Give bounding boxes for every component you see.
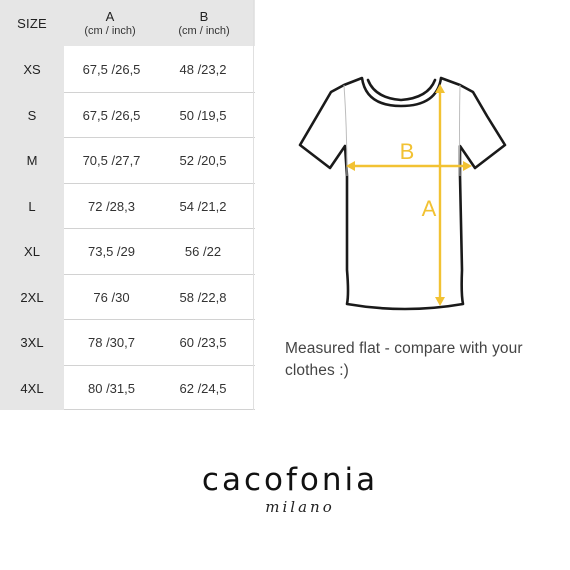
size-header: SIZE bbox=[17, 15, 47, 31]
size-label: XS bbox=[23, 61, 41, 77]
size-label: M bbox=[26, 152, 38, 168]
measure-b: 50 /19,5 bbox=[179, 107, 227, 123]
column-a-unit: (cm / inch) bbox=[84, 25, 136, 38]
tshirt-outline bbox=[300, 78, 505, 309]
measure-a: 76 /30 bbox=[93, 289, 130, 305]
table-row bbox=[0, 365, 255, 411]
measure-a: 78 /30,7 bbox=[88, 334, 135, 350]
size-label: L bbox=[28, 198, 36, 214]
brand-wordmark: cacofonia bbox=[201, 462, 379, 498]
table-row bbox=[0, 46, 255, 92]
measure-a: 67,5 /26,5 bbox=[82, 107, 141, 123]
measure-b: 48 /23,2 bbox=[179, 61, 227, 77]
collar-line bbox=[368, 80, 435, 100]
measure-b: 54 /21,2 bbox=[179, 198, 227, 214]
table-right-border bbox=[253, 0, 254, 410]
brand-subtitle: milano bbox=[265, 498, 335, 516]
size-label: 2XL bbox=[20, 289, 44, 305]
table-row bbox=[0, 228, 255, 274]
tshirt-diagram bbox=[295, 68, 510, 318]
measure-a-arrow-bottom bbox=[435, 297, 445, 306]
tshirt-body-outline bbox=[300, 78, 505, 309]
size-label: S bbox=[27, 107, 37, 123]
measure-b: 60 /23,5 bbox=[179, 334, 227, 350]
measure-a: 72 /28,3 bbox=[88, 198, 135, 214]
measure-a: 80 /31,5 bbox=[88, 380, 135, 396]
size-label: 3XL bbox=[20, 334, 44, 350]
table-row bbox=[0, 92, 255, 138]
size-label: 4XL bbox=[20, 380, 44, 396]
measure-a: 67,5 /26,5 bbox=[82, 61, 141, 77]
table-row bbox=[0, 137, 255, 183]
measure-b: 62 /24,5 bbox=[179, 380, 227, 396]
measurement-note: Measured flat - compare with your clothes :) bbox=[285, 340, 523, 379]
measure-b: 56 /22 bbox=[184, 243, 222, 259]
column-b-letter: B bbox=[199, 9, 209, 25]
column-a-header bbox=[64, 4, 156, 44]
brand-logo bbox=[170, 462, 410, 516]
measure-a: 70,5 /27,7 bbox=[82, 152, 141, 168]
column-b-header bbox=[158, 4, 250, 44]
table-row bbox=[0, 274, 255, 320]
column-a-letter: A bbox=[105, 9, 115, 25]
label-b: B bbox=[399, 139, 415, 164]
label-a: A bbox=[421, 196, 437, 221]
size-chart-table bbox=[0, 0, 255, 410]
size-label: XL bbox=[24, 243, 40, 259]
table-bottom-border bbox=[64, 409, 255, 410]
measure-b: 58 /22,8 bbox=[179, 289, 227, 305]
table-row bbox=[0, 183, 255, 229]
column-b-unit: (cm / inch) bbox=[178, 25, 230, 38]
measurement-lines bbox=[346, 84, 472, 306]
right-shoulder-seam bbox=[460, 85, 461, 176]
measure-a: 73,5 /29 bbox=[88, 243, 135, 259]
measure-b: 52 /20,5 bbox=[179, 152, 227, 168]
table-row bbox=[0, 319, 255, 365]
